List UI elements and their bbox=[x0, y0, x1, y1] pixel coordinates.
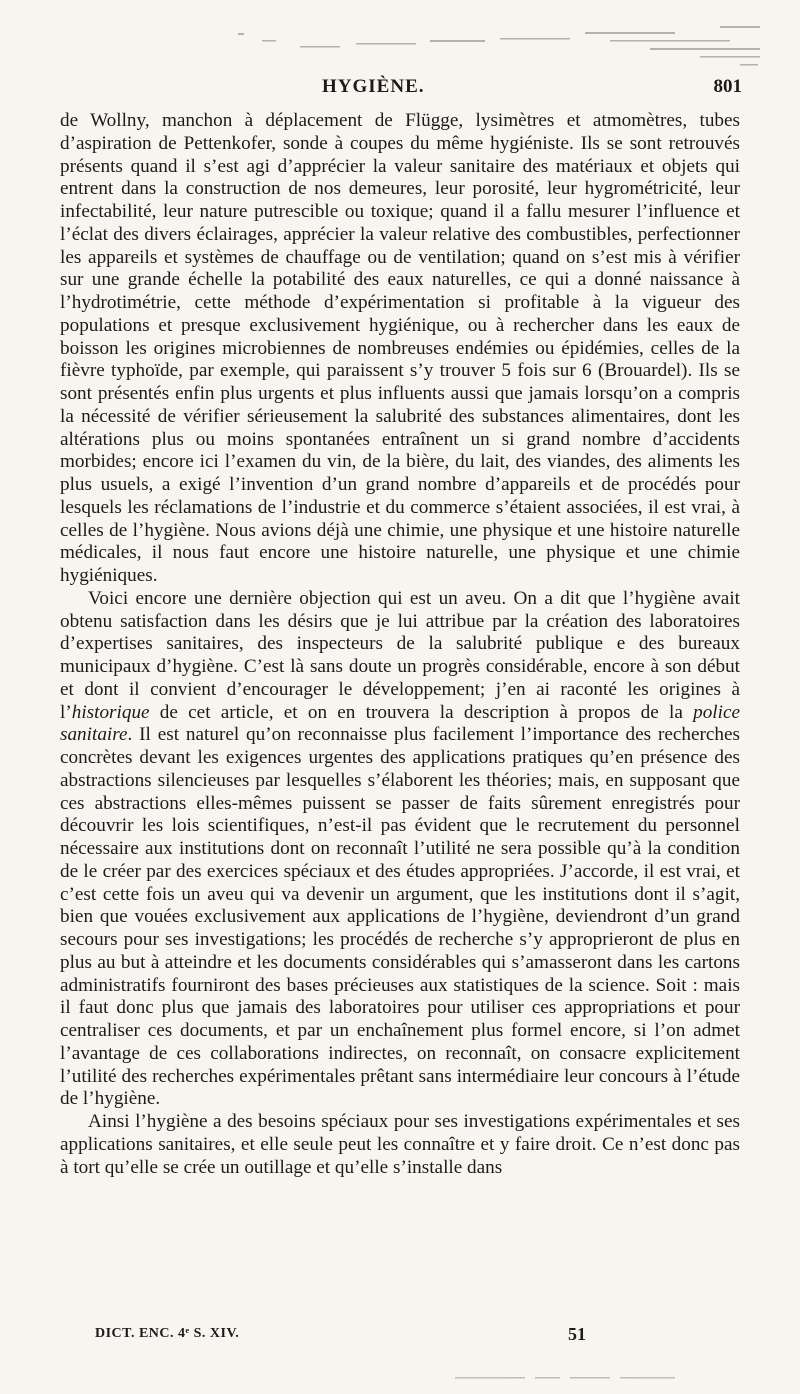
running-head bbox=[0, 76, 800, 102]
text-run: de Wollny, manchon à déplacement de Flügge, lysimètres et atmomètres, tubes d’aspiration de Pettenkofer, sonde à coupes du même hygiéniste. Ils se sont retrouvés présents quand il s’est agi d’apprécier la valeur sanitaire des matériaux et objets qui entrent dans la construction de nos demeures, leur porosité, leur hygrométricité, leur infectabilité, leur nature putrescible ou toxique; quand il a fallu mesurer l’influence et l’éclat des divers éclairages, apprécier la valeur relative des combustibles, perfectionner les appareils et systèmes de chauffage ou de ventilation; quand on s’est mis à vérifier sur une grande échelle la potabilité des eaux naturelles, ce qui a donné naissance à l’hydrotimétrie, cette méthode d’expérimentation si profitable à la vigueur des populations et presque exclusivement hygiénique, ou à rechercher dans les eaux de boisson les origines microbiennes de nombreuses endémies ou épidémies, celles de la fièvre typhoïde, par exemple, qui paraissent s’y trouver 5 fois sur 6 (Brouardel). Ils se sont présentés enfin plus urgents et plus influents aussi que jamais lorsqu’on a compris la nécessité de vérifier sérieusement la salubrité des substances alimentaires, dont les altérations plus ou moins spontanées entraînent un si grand nombre d’accidents morbides; encore ici l’examen du vin, de la bière, du lait, des viandes, des aliments les plus usuels, a exigé l’invention d’un grand nombre d’appareils et de procédés pour lesquels les réclamations de l’industrie et du commerce s’étaient associées, il est vrai, à celles de l’hygiène. Nous avions déjà une chimie, une physique et une histoire naturelle médicales, il nous faut encore une histoire naturelle, une physique et une chimie hygiéniques. bbox=[60, 110, 740, 586]
printer-signature: DICT. ENC. 4ᵉ S. XIV. bbox=[95, 1326, 240, 1341]
page-footer bbox=[0, 1324, 800, 1350]
body-text bbox=[60, 110, 740, 1179]
sheet-number: 51 bbox=[568, 1324, 586, 1344]
scan-noise-top bbox=[0, 0, 800, 70]
page-title: HYGIÈNE. bbox=[322, 76, 425, 97]
text-run: . Il est naturel qu’on reconnaisse plus facilement l’importance des recherches concrètes devant les exigences urgentes des applications pratiques qu’en présence des abstractions silencieuses par lesquelles s’élaborent les théories; mais, en supposant que ces abstractions elles-mêmes puissent se passer de faits sûrement enregistrés pour découvrir les lois scientifiques, n’est-il pas évident que le recrutement du personnel nécessaire aux institutions dont on reconnaît l’utilité ne sera possible qu’à la condition de le créer par des exercices spéciaux et des études appropriées. J’accorde, il est vrai, et c’est cette fois un aveu qui va devenir un argument, que les institutions dont il s’agit, bien que vouées exclusivement aux applications de l’hygiène, deviendront d’un grand secours pour ses investigations; les procédés de recherche s’y approprieront de plus en plus au but à atteindre et les documents considérables qui s’amasseront dans les cartons administratifs fourniront des bases précieuses aux statistiques de la science. Soit : mais il faut donc plus que jamais des laboratoires pour utiliser ces appropriations et pour centraliser ces documents, et par un enchaînement plus formel encore, si l’on admet l’avantage de ces collaborations indirectes, on reconnaît, on consacre explicitement l’utilité des recherches expérimentales prêtant sans intermédiaire leur concours à l’étude de l’hygiène. bbox=[60, 724, 740, 1110]
italic-term: historique bbox=[71, 701, 150, 723]
text-run: de cet article, et on en trouvera la description à propos de la bbox=[149, 701, 694, 723]
text-run: Ainsi l’hygiène a des besoins spéciaux pour ses investigations expérimentales et ses applications sanitaires, et elle seule peut les connaître et y faire droit. Ce n’est donc pas à tort qu’elle se crée un outillage et qu’elle s’installe dans bbox=[60, 1111, 740, 1178]
text-run: Voici encore une dernière objection qui est un aveu. On a dit que l’hygiène avait obtenu satisfaction dans les désirs que je lui attribue par la création des laboratoires d’expertises sanitaires, des inspecteurs de la salubrité publique e des bureaux municipaux d’hygiène. C’est là sans doute un progrès considérable, encore à son début et dont il convient d’encourager le développement; j’en ai raconté les origines à l’ bbox=[60, 587, 740, 723]
page-number: 801 bbox=[713, 76, 742, 97]
paragraph bbox=[60, 110, 740, 588]
italic-term: police sanitaire bbox=[60, 701, 740, 746]
paragraph bbox=[60, 1111, 740, 1179]
paragraph bbox=[60, 588, 740, 1111]
scan-noise-bottom bbox=[0, 1370, 800, 1390]
